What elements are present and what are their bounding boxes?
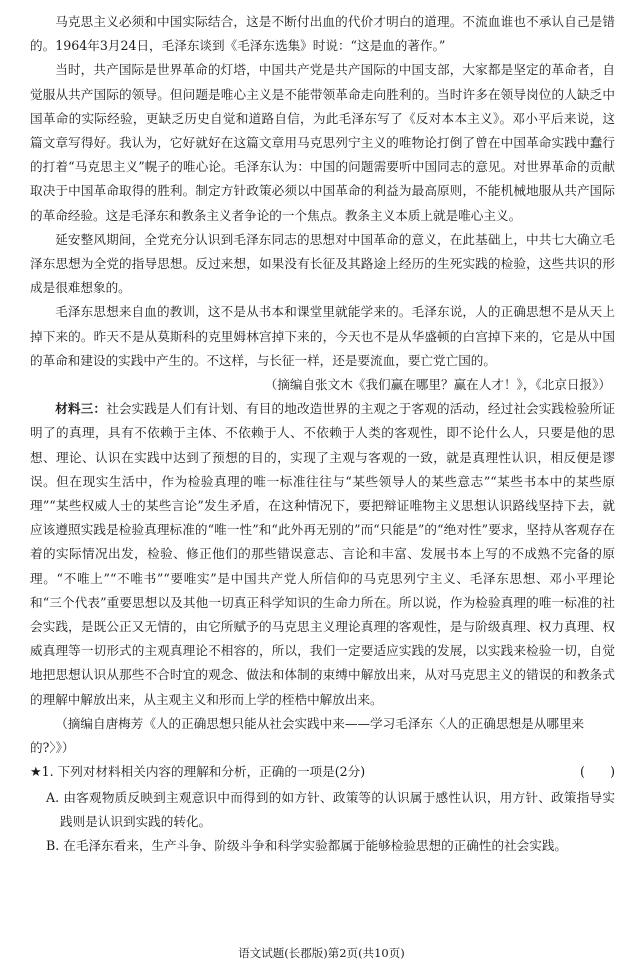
paragraph-correct-ideas: 毛泽东思想来自血的教训，这不是从书本和课堂里就能学来的。毛泽东说，人的正确思想不是从天上掉下来的。昨天不是从莫斯科的克里姆林宫掉下来的，今天也不是从华盛顿的白宫掉下来的，它是从中国的革命和建设的实践中产生的。不这样，与长征一样，还是要流血，要亡党亡国的。 (30, 304, 615, 368)
paragraph-blood-lesson: 马克思主义必须和中国实际结合，这是不断付出血的代价才明白的道理。不流血谁也不承认自己是错的。1964年3月24日，毛泽东谈到《毛泽东选集》时说：“这是血的著作。” (30, 14, 615, 54)
option-a: A. 由客观物质反映到主观意识中而得到的如方针、政策等的认识属于感性认识，用方针、政策指导实践则是认识到实践的转化。 (46, 789, 615, 829)
material-3-body: 社会实践是人们有计划、有目的地改造世界的主观之于客观的活动，经过社会实践检验所证明了的真理，具有不依赖于主体、不依赖于人、不依赖于人类的客观性，即不论什么人，只要是他的思想、理论、认识在实践中达到了预想的目的，实现了主观与客观的一致，就是真理性认识，相反便是谬误。但在现实生活中，作为检验真理的唯一标准往往与“某些领导人的某些意志”“某些书本中的某些原理”“某些权威人士的某些言论”发生矛盾，在这种情况下，要把辩证唯物主义思想认识路线坚持下去，就应该遵照实践是检验真理标准的“唯一性”和“此外再无别的”而“只能是”的“绝对性”要求，坚持从客观存在着的实际情况出发，检验、修正他们的那些错误意志、言论和丰富、发展书本上写的不成熟不完备的原理。“不唯上”“不唯书”“要唯实”是中国共产党人所信仰的马克思列宁主义、毛泽东思想、邓小平理论和“三个代表”重要思想以及其他一切真正科学知识的生命力所在。所以说，作为检验真理的唯一标准的社会实践，是既公正又无情的，由它所赋予的马克思主义理论真理的客观性，是与阶级真理、权力真理、权威真理等一切形式的主观真理论不相容的，所以，我们一定要适应实践的发展，以实践来检验一切，自觉地把思想认识从那些不合时宜的观念、做法和体制的束缚中解放出来，从对马克思主义的错误的和教条式的理解中解放出来，从主观主义和形而上学的桎梏中解放出来。 (30, 401, 616, 707)
answer-blank: ( ) (579, 764, 615, 780)
question-1-text: 1. 下列对材料相关内容的理解和分析，正确的一项是(2分) (41, 764, 366, 780)
question-1 (30, 760, 615, 785)
option-b: B. 在毛泽东看来，生产斗争、阶级斗争和科学实验都属于能够检验思想的正确性的社会实践。 (46, 837, 568, 853)
paragraph-yanan: 延安整风期间，全党充分认识到毛泽东同志的思想对中国革命的意义，在此基础上，中共七大确立毛泽东思想为全党的指导思想。反过来想，如果没有长征及其路途上经历的生死实践的检验，这些共识的形成是很难想象的。 (30, 231, 615, 296)
paragraph-material-3 (30, 397, 615, 712)
paragraph-comintern: 当时，共产国际是世界革命的灯塔，中国共产党是共产国际的中国支部，大家都是坚定的革命者，自觉服从共产国际的领导。但问题是唯心主义是不能带领革命走向胜利的。当时许多在领导岗位的人缺乏中国革命的实际经验，更缺乏历史自觉和道路自信，为此毛泽东写了《反对本本主义》。邓小平后来说，这篇文章写得好。我认为，它好就好在这篇文章用马克思列宁主义的唯物论打倒了曾在中国革命实践中蠢行的打着“马克思主义”幌子的唯心论。毛泽东认为：中国的问题需要听中国同志的意见。对世界革命的贡献取决于中国革命取得的胜利。制定方针政策必须以中国革命的利益为最高原则，不能机械地服从共产国际的革命经验。这是毛泽东和教条主义者争论的一个焦点。教条主义本质上就是唯心主义。 (30, 62, 615, 223)
material-3-label: 材料三： (55, 401, 107, 417)
star-icon: ★ (30, 765, 42, 781)
source-citation-2: （摘编自唐梅芳《人的正确思想只能从社会实践中来——学习毛泽东〈人的正确思想是从哪里来的?〉》） (30, 715, 585, 756)
source-citation-1: （摘编自张文木《我们赢在哪里？赢在人才！》，《北京日报》） (264, 377, 611, 393)
page-footer: 语文试题(长郡版)第2页(共10页) (238, 946, 405, 960)
